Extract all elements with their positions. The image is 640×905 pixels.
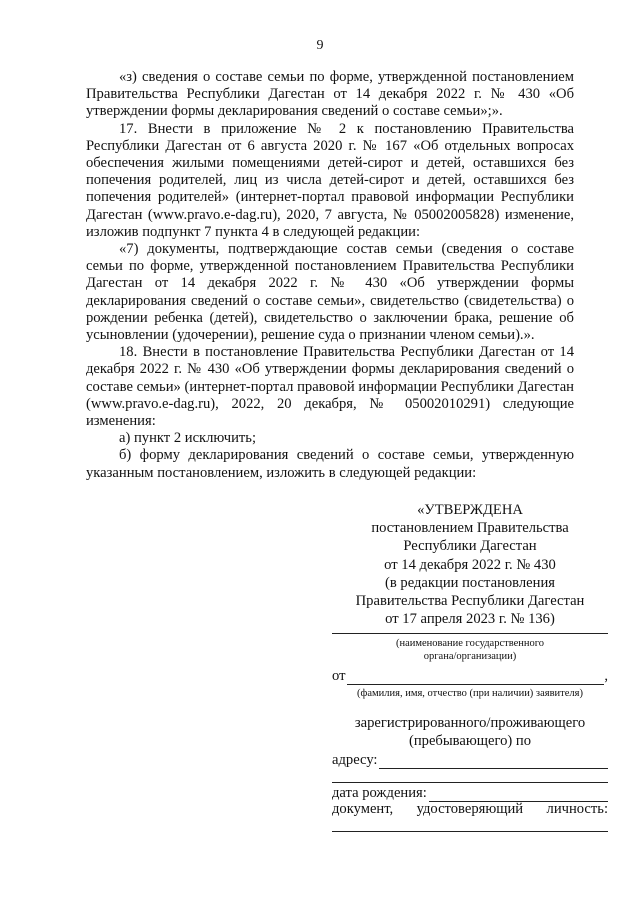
registration-label <box>332 714 608 750</box>
approval-line: постановлением Правительства <box>371 520 569 537</box>
birth-date-line <box>429 788 608 802</box>
paragraph-b: б) форму декларирования сведений о составе семьи, утвержденную указанным постановлением, изложить в следующей редакции: <box>86 447 574 481</box>
paragraph-18: 18. Внести в постановление Правительства Республики Дагестан от 14 декабря 2022 г. № 430 «Об утверждении формы декларирования сведений о составе семьи» (интернет-портал правовой информации Республики Дагестан (www.pravo.e-dag.ru), 2022, 20 декабря, № 05002010291) следующие изменения: <box>86 344 574 430</box>
address-line <box>379 755 608 769</box>
approval-line: Республики Дагестан <box>403 538 537 555</box>
applicant-line <box>347 671 604 685</box>
registration-line-1: зарегистрированного/проживающего <box>354 715 586 731</box>
from-label: от <box>332 668 346 684</box>
approval-line: от 17 апреля 2023 г. № 136) <box>385 611 555 628</box>
caption-line: органа/организации) <box>423 651 517 662</box>
organization-field <box>332 633 608 663</box>
applicant-caption: (фамилия, имя, отчество (при наличии) заявителя) <box>357 688 583 699</box>
doc-label-word: документ, <box>332 801 394 817</box>
address-extra-field <box>332 782 608 783</box>
paragraph-7: «7) документы, подтверждающие состав семьи (сведения о составе семьи по форме, утвержденной постановлением Правительства Республики Дагестан от 14 декабря 2022 г. № 430 «Об утверждении формы декларирования сведений о составе семьи», свидетельство (свидетельства) о рождении ребенка (детей), свидетельство о заключении брака, решение об усыновлении (удочерении), решение суда о признании членом семьи).». <box>86 241 574 344</box>
applicant-field <box>332 668 608 700</box>
paragraph-a: а) пункт 2 исключить; <box>119 430 257 447</box>
organization-caption <box>332 637 608 663</box>
document-body <box>86 69 574 482</box>
identity-document-label <box>332 801 608 818</box>
registration-line-2: (пребывающего) по <box>408 733 531 749</box>
address-label: адресу: <box>332 752 378 768</box>
approval-line: от 14 декабря 2022 г. № 430 <box>384 556 556 573</box>
birth-date-field <box>332 785 608 802</box>
page-number: 9 <box>316 38 324 53</box>
approval-stamp-block <box>332 501 608 628</box>
identity-document-line <box>332 831 608 832</box>
caption-line: (наименование государственного <box>395 638 545 649</box>
birth-date-label: дата рождения: <box>332 785 427 801</box>
paragraph-17: 17. Внести в приложение № 2 к постановлению Правительства Республики Дагестан от 6 августа 2020 г. № 167 «Об отдельных вопросах обеспечения жилыми помещениями детей-сирот и детей, оставшихся без попечения родителей, лиц из числа детей-сирот и детей, оставшихся без попечения родителей» (интернет-портал правовой информации Республики Дагестан (www.pravo.e-dag.ru), 2020, 7 августа, № 05002005828) изменение, изложив подпункт 7 пункта 4 в следующей редакции: <box>86 120 574 240</box>
doc-label-word: удостоверяющий <box>416 801 524 817</box>
identity-document-line-field <box>332 831 608 832</box>
doc-label-word: личность: <box>546 801 608 817</box>
from-comma: , <box>604 668 608 684</box>
address-field <box>332 752 608 769</box>
identity-document-field <box>332 801 608 818</box>
approval-title: «УТВЕРЖДЕНА <box>417 502 523 518</box>
paragraph-z: «з) сведения о составе семьи по форме, утвержденной постановлением Правительства Республики Дагестан от 14 декабря 2022 г. № 430 «Об утверждении формы декларирования сведений о составе семьи»;». <box>86 69 574 120</box>
address-extra-line <box>332 782 608 783</box>
approval-line: (в редакции постановления <box>385 574 555 591</box>
organization-line <box>332 633 608 634</box>
approval-line: Правительства Республики Дагестан <box>355 593 585 610</box>
